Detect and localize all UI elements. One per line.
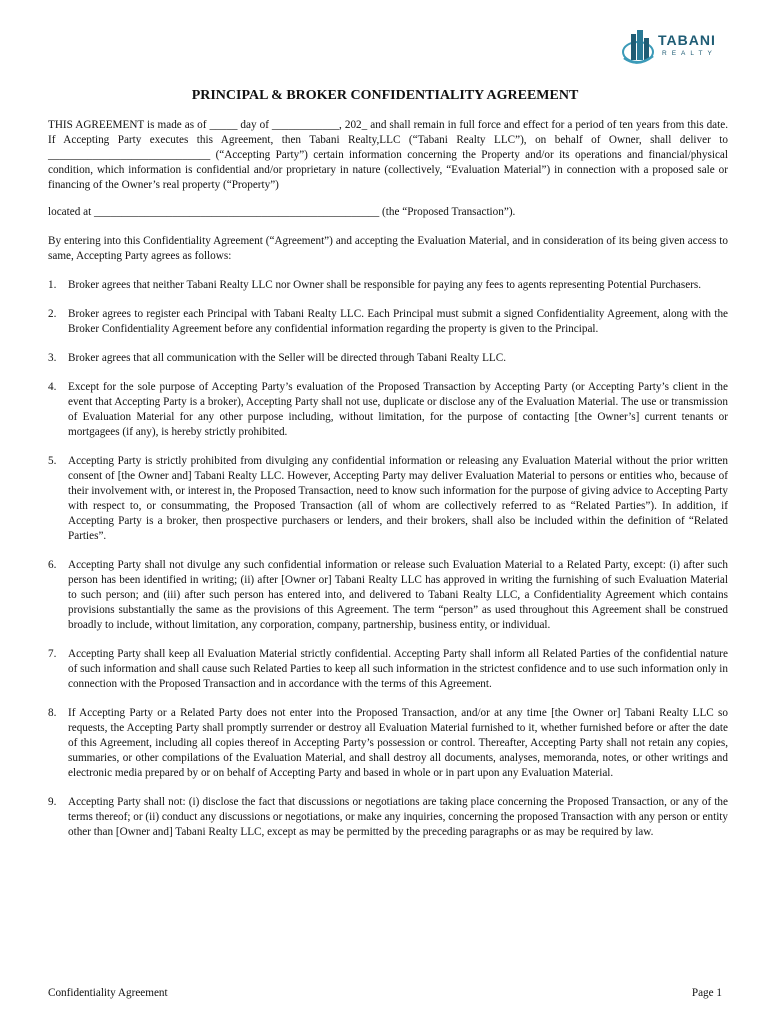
logo-name: TABANI	[658, 32, 716, 48]
building-logo-icon	[622, 28, 658, 68]
item-number: 2.	[48, 308, 57, 320]
item-number: 1.	[48, 279, 57, 291]
list-item	[48, 454, 728, 544]
item-number: 3.	[48, 352, 57, 364]
item-text: Accepting Party shall not: (i) disclose the fact that discussions or negotiations are taking place concerning the Proposed Transaction, or any of the terms thereof; or (ii) conduct any discussions or negotiations, or make any inquiries, concerning the proposed Transaction with any person or entity other than [Owner and] Tabani Realty LLC, except as may be permitted by the preceding paragraphs or as may be required by law.	[68, 796, 728, 838]
list-item	[48, 647, 728, 692]
document-title: PRINCIPAL & BROKER CONFIDENTIALITY AGREEMENT	[191, 88, 579, 103]
item-text: Broker agrees that all communication with the Seller will be directed through Tabani Realty LLC.	[68, 352, 506, 364]
item-text: Except for the sole purpose of Accepting Party’s evaluation of the Proposed Transaction by Accepting Party (or Accepting Party’s client in the event that Accepting Party is a broker), Accepting Party shall not use, duplicate or disclose any of the Evaluation Material. The use or transmission of Evaluation Material for any other purpose including, without limitation, for the purpose of contacting [the Owner’s] current tenants or mortgagees (if any), is hereby strictly prohibited.	[68, 381, 728, 438]
item-number: 6.	[48, 559, 57, 571]
item-text: Broker agrees to register each Principal with Tabani Realty LLC. Each Principal must submit a signed Confidentiality Agreement, along with the Broker Confidentiality Agreement before any confidential information regarding the property is given to the Principal.	[68, 308, 728, 335]
footer-document-name: Confidentiality Agreement	[48, 987, 168, 999]
logo-subtitle: REALTY	[662, 50, 717, 57]
item-text: Broker agrees that neither Tabani Realty LLC nor Owner shall be responsible for paying any fees to agents representing Potential Purchasers.	[68, 279, 702, 291]
list-item	[48, 795, 728, 840]
item-number: 4.	[48, 381, 57, 393]
footer-page-number: Page 1	[691, 987, 722, 999]
document-body	[48, 118, 728, 854]
list-item	[48, 380, 728, 440]
item-number: 5.	[48, 455, 57, 467]
terms-list	[48, 278, 728, 840]
item-text: Accepting Party shall keep all Evaluation Material strictly confidential. Accepting Party shall inform all Related Parties of the confidential nature of such information and shall cause such Related Parties to keep all such information in the strictest confidence and to use such information only in connection with the Proposed Transaction and in accordance with the terms of this Agreement.	[68, 648, 728, 690]
item-number: 7.	[48, 648, 57, 660]
list-item	[48, 558, 728, 633]
list-item	[48, 307, 728, 337]
consideration-paragraph: By entering into this Confidentiality Agreement (“Agreement”) and accepting the Evaluation Material, and in consideration of its being given access to same, Accepting Party agrees as follows:	[48, 235, 728, 262]
item-number: 8.	[48, 707, 57, 719]
item-text: If Accepting Party or a Related Party does not enter into the Proposed Transaction, and/or at any time [the Owner or] Tabani Realty LLC so requests, the Accepting Party shall promptly surrender or destroy all Evaluation Material furnished to it, whether furnished before or after the date of this Agreement, including all copies thereof in Accepting Party’s possession or control. Thereafter, Accepting Party shall not retain any copies, summaries, or other compilations of the Evaluation Material, and shall destroy all documents, analyses, memoranda, notes, or other writings and electronic media prepared by or on behalf of Accepting Party and based in whole or in part upon any Evaluation Material.	[68, 707, 728, 779]
location-paragraph: located at ___________________________________________________ (the “Proposed Transaction”).	[48, 206, 516, 218]
list-item	[48, 706, 728, 781]
item-text: Accepting Party is strictly prohibited from divulging any confidential information or releasing any Evaluation Material without the prior written consent of [the Owner and] Tabani Realty LLC. However, Accepting Party may deliver Evaluation Material to persons or entities who, because of their involvement with, or interest in, the Proposed Transaction, need to know such information for the purpose of giving advice to Accepting Party with respect to, or consummating, the Proposed Transaction (all of whom are collectively referred to as “Related Parties”). In addition, if Accepting Party is a broker, then prospective purchasers or lenders, and their brokers, shall also be included within the definition of “Related Parties”.	[68, 455, 728, 542]
intro-paragraph: THIS AGREEMENT is made as of _____ day of ____________, 202_ and shall remain in full force and effect for a period of ten years from this date. If Accepting Party executes this Agreement, then Tabani Realty,LLC (“Tabani Realty LLC”), on behalf of Owner, shall deliver to _____________________________ (“Accepting Party”) certain information concerning the Property and/or its operations and financial/physical condition, which information is confidential and/or proprietary in nature (collectively, “Evaluation Material”) in connection with a proposed sale or financing of the Owner’s real property (“Property”)	[48, 119, 728, 191]
item-number: 9.	[48, 796, 57, 808]
item-text: Accepting Party shall not divulge any such confidential information or release such Evaluation Material to a Related Party, except: (i) after such person has been identified in writing; (ii) after [Owner or] Tabani Realty LLC has approved in writing the furnishing of such Evaluation Material to such person; and (iii) after such person has entered into, and delivered to Tabani Realty LLC, a Confidentiality Agreement which contains provisions substantially the same as the provisions of this Agreement. The term “person” as used throughout this Agreement shall be construed broadly to include, without limitation, any corporation, company, partnership, business entity, or individual.	[68, 559, 728, 631]
list-item	[48, 278, 728, 293]
list-item	[48, 351, 728, 366]
company-logo	[622, 28, 730, 70]
